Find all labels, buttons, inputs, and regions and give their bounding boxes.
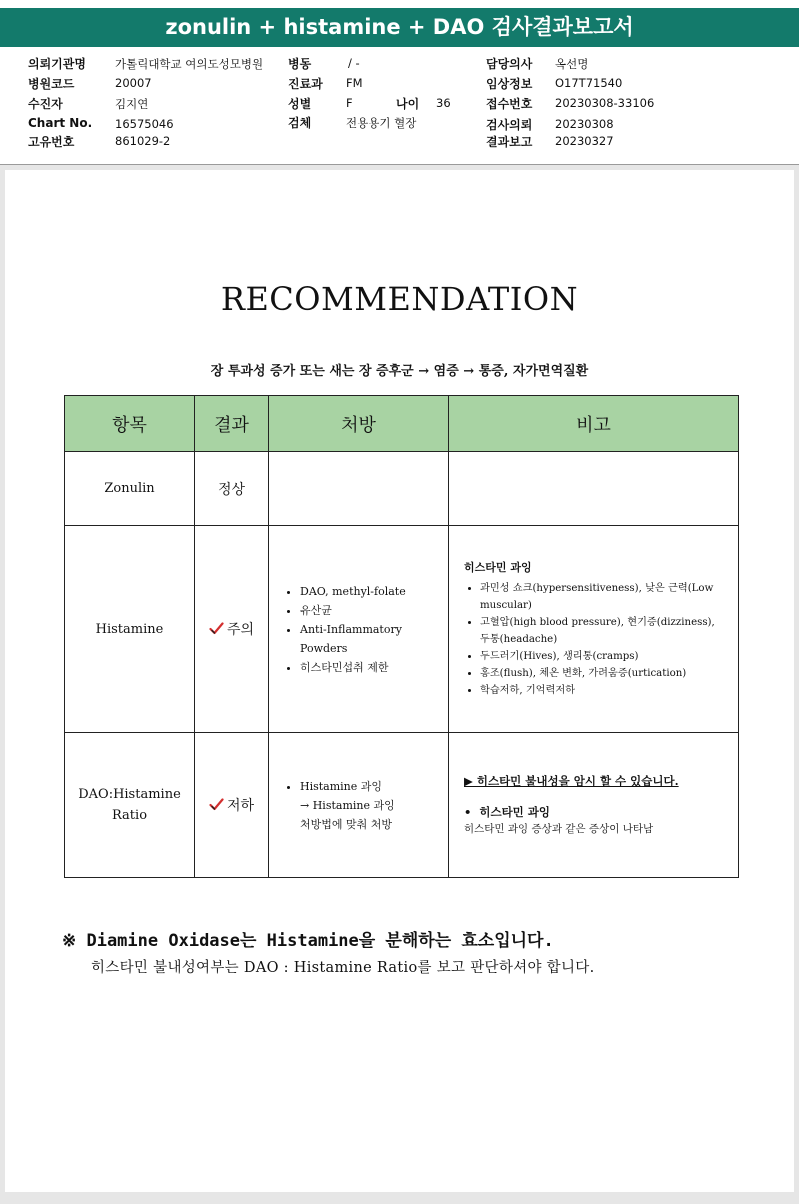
note-list (464, 580, 725, 699)
note-bullet: • 히스타민 과잉 (464, 804, 551, 819)
table-header-row (65, 396, 739, 452)
hospital-label: 의뢰기관명 (28, 57, 86, 71)
request-value: 20230308 (555, 117, 614, 131)
chart-label: Chart No. (28, 116, 93, 130)
clinical-label: 임상정보 (486, 77, 533, 91)
age-value: 36 (436, 96, 451, 110)
list-item: • 학습저하, 기억력저하 (480, 682, 725, 699)
row-item: Zonulin (65, 452, 195, 526)
recommendation-subtitle: 장 투과성 증가 또는 새는 장 증후군 → 염증 → 통증, 자가면역질환 (210, 364, 589, 379)
clinical-value: O17T71540 (555, 76, 623, 90)
list-item: • 고혈압(high blood pressure), 현기증(dizziness), 두통(headache) (480, 614, 725, 648)
ward-value: / - (348, 56, 360, 70)
col-header-note: 비고 (449, 396, 739, 452)
receipt-value: 20230308-33106 (555, 96, 655, 110)
prescription-line: → Histamine 과잉 (300, 798, 395, 812)
note-title: 히스타민 과잉 (464, 561, 532, 574)
specimen-label: 검체 (288, 116, 312, 130)
report-page (5, 170, 794, 1192)
col-header-result: 결과 (195, 396, 269, 452)
row-prescription (269, 452, 449, 526)
request-label: 검사의뢰 (486, 118, 533, 132)
list-item (300, 777, 447, 834)
dept-label: 진료과 (288, 77, 323, 91)
patient-value: 김지연 (115, 97, 149, 111)
hospital-value: 가톨릭대학교 여의도성모병원 (115, 57, 264, 71)
row-prescription (269, 733, 449, 878)
recommendation-title: RECOMMENDATION (220, 280, 579, 318)
list-item: • 과민성 쇼크(hypersensitiveness), 낮은 근력(Low muscular) (480, 580, 725, 614)
note-bullet-text: 히스타민 과잉 (479, 804, 551, 819)
prescription-line: 처방법에 맞춰 처방 (300, 817, 393, 831)
sex-label: 성별 (288, 97, 312, 111)
ward-label: 병동 (288, 57, 312, 71)
list-item: • DAO, methyl-folate (300, 582, 447, 601)
specimen-value: 전용용기 혈장 (346, 116, 417, 130)
dept-value: FM (346, 76, 363, 90)
col-header-item: 항목 (65, 396, 195, 452)
warning-text: ▶ 히스타민 불내성을 암시 할 수 있습니다. (464, 773, 679, 788)
chart-value: 16575046 (115, 117, 174, 131)
code-label: 병원코드 (28, 77, 75, 91)
check-icon (209, 622, 224, 635)
result-text: 주의 (226, 622, 255, 638)
list-item: • Anti-Inflammatory Powders (300, 620, 447, 658)
note-description: 히스타민 과잉 증상과 같은 증상이 나타남 (464, 822, 654, 835)
top-strip (0, 0, 799, 8)
table-row-dao-ratio (65, 733, 739, 878)
prescription-list (270, 777, 447, 834)
check-icon (209, 798, 224, 811)
list-item: • 히스타민섭취 제한 (300, 658, 447, 677)
sex-value: F (346, 96, 353, 110)
report-header (0, 47, 799, 165)
col-header-prescription: 처방 (269, 396, 449, 452)
table-row-zonulin (65, 452, 739, 526)
recommendation-table (64, 395, 739, 878)
list-item: • 두드러기(Hives), 생리통(cramps) (480, 648, 725, 665)
doctor-label: 담당의사 (486, 57, 533, 71)
row-result (195, 733, 269, 878)
row-item: DAO:Histamine Ratio (65, 733, 195, 878)
footnote-sub: 히스타민 불내성여부는 DAO : Histamine Ratio를 보고 판단하셔야 합니다. (91, 960, 595, 976)
row-item: Histamine (65, 526, 195, 733)
doctor-value: 옥선명 (555, 57, 589, 71)
prescription-list (270, 582, 447, 677)
list-item: • 홍조(flush), 체온 변화, 가려움증(urtication) (480, 665, 725, 682)
row-note (449, 733, 739, 878)
footnote-main: ※ Diamine Oxidase는 Histamine을 분해하는 효소입니다. (62, 931, 554, 951)
result-label: 결과보고 (486, 135, 533, 149)
list-item: • 유산균 (300, 601, 447, 620)
result-value: 20230327 (555, 134, 614, 148)
row-prescription (269, 526, 449, 733)
unique-label: 고유번호 (28, 135, 75, 149)
result-text: 저하 (226, 798, 255, 814)
row-note (449, 526, 739, 733)
table-row-histamine (65, 526, 739, 733)
prescription-line: Histamine 과잉 (300, 779, 383, 793)
unique-value: 861029-2 (115, 134, 171, 148)
age-label: 나이 (396, 97, 420, 111)
code-value: 20007 (115, 76, 152, 90)
row-result: 정상 (195, 452, 269, 526)
row-note (449, 452, 739, 526)
receipt-label: 접수번호 (486, 97, 533, 111)
report-title: zonulin + histamine + DAO 검사결과보고서 (0, 8, 799, 47)
row-result (195, 526, 269, 733)
patient-label: 수진자 (28, 97, 63, 111)
